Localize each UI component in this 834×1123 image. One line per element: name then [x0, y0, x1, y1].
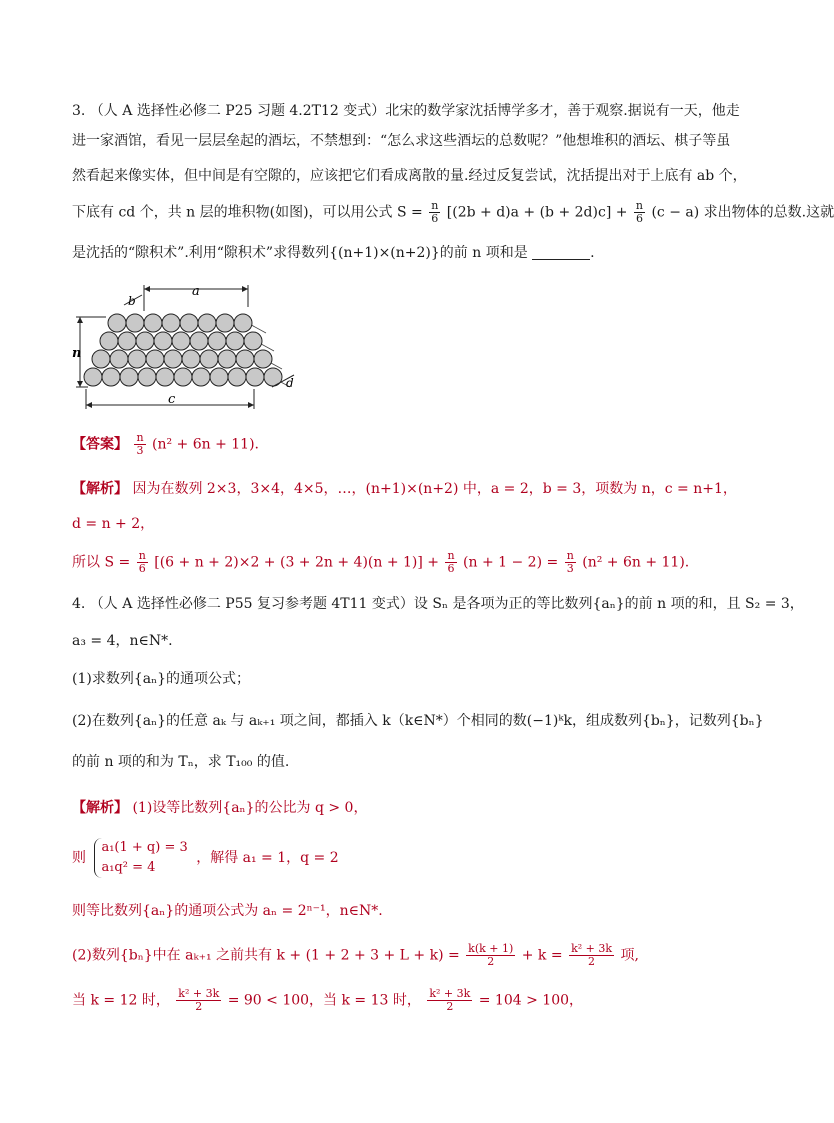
last-text-a: 当 k = 12 时， — [72, 992, 170, 1009]
q4-part2-analysis — [72, 943, 639, 968]
p2-text-a: (2)数列{bₙ}中在 aₖ₊₁ 之前共有 k + (1 + 2 + 3 + L + k) = — [72, 947, 460, 964]
then-text: 则 — [72, 850, 86, 866]
q3-frac2-num: n — [635, 199, 644, 212]
q3-analysis-2: d = n + 2， — [72, 516, 155, 532]
a3-f2-den: 6 — [447, 562, 455, 575]
analysis3-text-d: (n² + 6n + 11). — [582, 554, 690, 571]
last-fraction-2 — [427, 988, 472, 1013]
p2-text-b: + k = — [521, 947, 563, 964]
p2-f1-den: 2 — [487, 955, 495, 968]
analysis3-text-a: 所以 S = — [72, 554, 131, 571]
q4-system-line — [72, 838, 339, 878]
system-eq-1: a₁(1 + q) = 3 — [101, 840, 188, 855]
analysis3-fraction-3 — [565, 550, 576, 575]
q3-fraction-1 — [429, 200, 440, 225]
q3-frac1-num: n — [431, 199, 439, 212]
row-2 — [100, 332, 262, 350]
p2-fraction-1 — [466, 943, 515, 968]
q3-line-1: 3. （人 A 选择性必修二 P25 习题 4.2T12 变式）北宋的数学家沈括博学多才，善于观察.据说有一天，他走 — [72, 103, 740, 119]
row-4 — [84, 368, 282, 386]
answer-blank — [532, 245, 590, 260]
system-eq-2: a₁q² = 4 — [101, 860, 156, 875]
last-f2-den: 2 — [446, 1000, 454, 1013]
p2-f1-num: k(k + 1) — [468, 942, 514, 955]
analysis-text-1: 因为在数列 2×3，3×4，4×5，…，(n+1)×(n+2) 中，a = 2，b = 3，项数为 n，c = n+1， — [132, 481, 737, 497]
analysis3-text-b: [(6 + n + 2)×2 + (3 + 2n + 4)(n + 1)] + — [154, 554, 440, 571]
last-f2-num: k² + 3k — [429, 987, 471, 1000]
label-b: b — [128, 294, 136, 308]
analysis3-fraction-2 — [445, 550, 456, 575]
label-a: a — [192, 284, 200, 299]
q4-analysis-1 — [72, 798, 367, 818]
answer-text: (n² + 6n + 11). — [152, 436, 260, 453]
last-f1-num: k² + 3k — [178, 987, 220, 1000]
q3-line-5 — [72, 243, 595, 263]
q3-line-5-text: 是沈括的“隙积术”.利用“隙积术”求得数列{(n+1)×(n+2)}的前 n 项和是 — [72, 245, 528, 261]
q4-part-1: (1)求数列{aₙ}的通项公式； — [72, 671, 251, 687]
q4-general-term: 则等比数列{aₙ}的通项公式为 aₙ = 2ⁿ⁻¹，n∈N*. — [72, 903, 383, 919]
q3-line-4-text-c: (c − a) 求出物体的总数.这就 — [651, 204, 834, 221]
q3-line-4-text-b: [(2b + d)a + (b + 2d)c] + — [446, 204, 628, 221]
solve-text: ，解得 a₁ = 1，q = 2 — [196, 850, 339, 866]
q3-line-5-end: . — [590, 245, 595, 261]
analysis3-text-c: (n + 1 − 2) = — [463, 554, 559, 571]
last-f1-den: 2 — [195, 1000, 203, 1013]
q3-analysis-1 — [72, 479, 737, 499]
analysis3-fraction-1 — [137, 550, 148, 575]
q4-line-2: a₃ = 4，n∈N*. — [72, 633, 173, 649]
q4-part-2b: 的前 n 项的和为 Tₙ，求 T₁₀₀ 的值. — [72, 754, 290, 770]
analysis-label: 【解析】 — [72, 481, 128, 497]
label-n: n — [72, 346, 82, 361]
a3-f1-num: n — [138, 549, 146, 562]
q3-line-4 — [72, 200, 834, 225]
q4-last-line — [72, 988, 583, 1013]
q3-fraction-2 — [634, 200, 645, 225]
a3-f3-num: n — [566, 549, 574, 562]
q3-answer — [72, 432, 259, 457]
p2-fraction-2 — [569, 943, 614, 968]
q3-line-3: 然看起来像实体，但中间是有空隙的，应该把它们看成离散的量.经过反复尝试，沈括提出对于上底有 ab 个， — [72, 168, 747, 184]
q3-frac1-den: 6 — [431, 212, 439, 225]
answer-frac-den: 3 — [136, 444, 144, 457]
last-text-b: = 90 < 100，当 k = 13 时， — [227, 992, 421, 1009]
a3-f3-den: 3 — [566, 562, 574, 575]
p2-f2-num: k² + 3k — [571, 942, 613, 955]
q4-analysis-label: 【解析】 — [72, 800, 128, 816]
row-1 — [108, 314, 252, 332]
answer-label: 【答案】 — [72, 436, 128, 453]
a3-f1-den: 6 — [138, 562, 146, 575]
label-c: c — [168, 392, 176, 407]
last-text-c: = 104 > 100， — [478, 992, 584, 1009]
answer-frac-num: n — [136, 431, 144, 444]
q3-line-2: 进一家酒馆，看见一层层垒起的酒坛，不禁想到：“怎么求这些酒坛的总数呢？”他想堆积的酒坛、棋子等虽 — [72, 133, 731, 149]
q3-line-4-text-a: 下底有 cd 个，共 n 层的堆积物(如图)，可以用公式 S = — [72, 204, 423, 221]
label-d: d — [286, 376, 294, 390]
answer-fraction — [134, 432, 145, 457]
q3-frac2-den: 6 — [635, 212, 643, 225]
q3-analysis-3 — [72, 550, 689, 575]
a3-f2-num: n — [447, 549, 455, 562]
row-3 — [92, 350, 272, 368]
last-fraction-1 — [176, 988, 221, 1013]
p2-f2-den: 2 — [588, 955, 596, 968]
p2-text-c: 项, — [620, 947, 639, 964]
stacked-jars-figure — [72, 283, 302, 413]
q4-line-1: 4. （人 A 选择性必修二 P55 复习参考题 4T11 变式）设 Sₙ 是各项为正的等比数列{aₙ}的前 n 项的和，且 S₂ = 3， — [72, 596, 804, 612]
q4-part-2: (2)在数列{aₙ}的任意 aₖ 与 aₖ₊₁ 项之间，都插入 k（k∈N*）个相同的数(−1)ᵏk，组成数列{bₙ}，记数列{bₙ} — [72, 713, 764, 729]
q4-analysis-text-1: (1)设等比数列{aₙ}的公比为 q > 0， — [132, 800, 368, 816]
equation-system — [94, 838, 187, 878]
